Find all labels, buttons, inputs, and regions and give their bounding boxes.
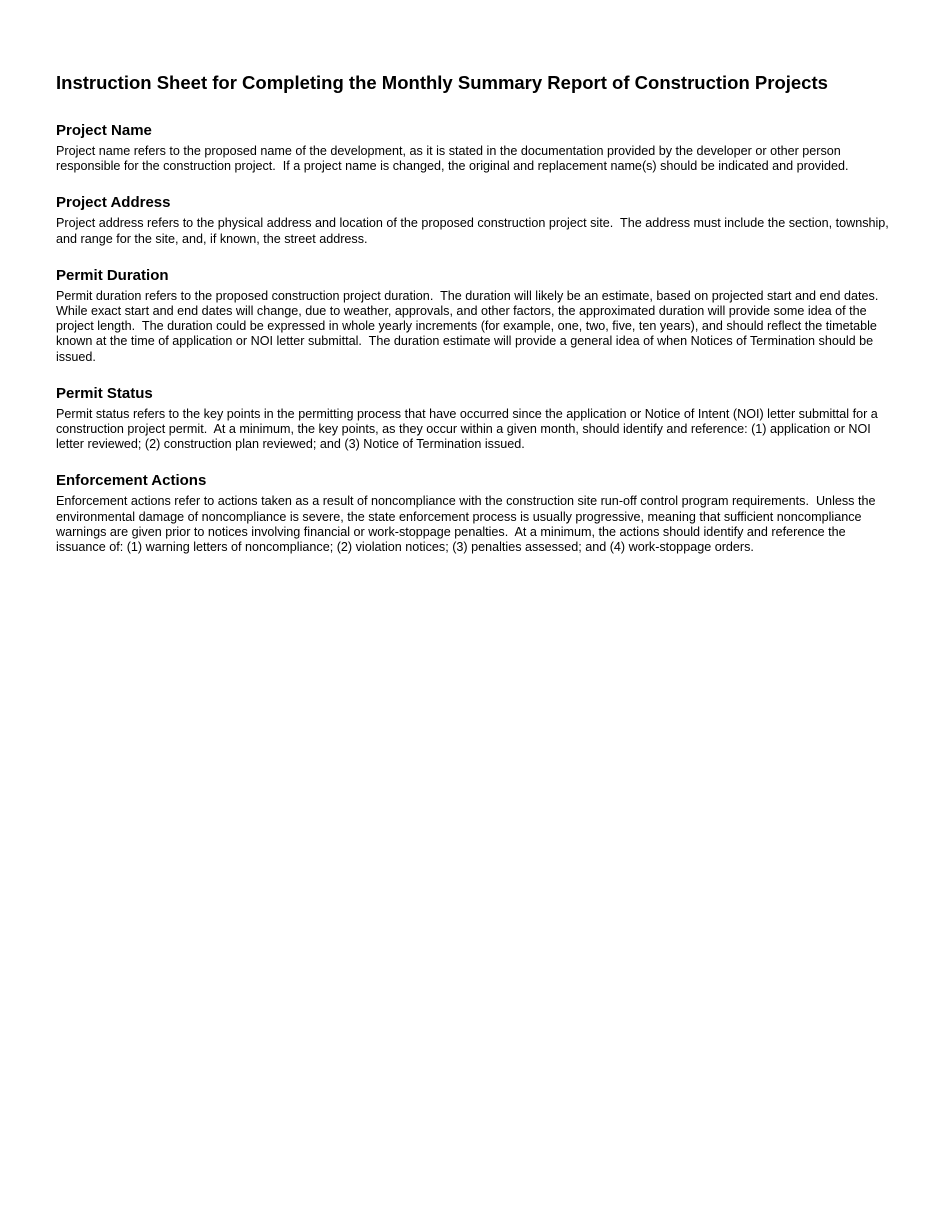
document-title: Instruction Sheet for Completing the Monthly Summary Report of Construction Projects: [56, 72, 828, 93]
section-enforcement-actions: [56, 472, 898, 555]
section-project-address: [56, 194, 898, 246]
section-heading: Project Name: [56, 122, 152, 139]
section-body: Project address refers to the physical address and location of the proposed construction project site. The address must include the section, township, and range for the site, and, if known, the street address.: [56, 216, 893, 246]
section-heading: Enforcement Actions: [56, 472, 207, 490]
section-permit-status: [56, 385, 898, 453]
section-project-name: [56, 122, 898, 174]
section-body: Permit status refers to the key points in the permitting process that have occurred since the application or Notice of Intent (NOI) letter submittal for a construction project permit. At a minimum, the key points, as they occur within a given month, should identify and reference: (1) application or NOI letter reviewed; (2) construction plan reviewed; and (3) Notice of Termination issued.: [56, 406, 882, 452]
section-body: Enforcement actions refer to actions taken as a result of noncompliance with the construction site run-off control program requirements. Unless the environmental damage of noncompliance is severe, the state enforcement process is usually progressive, meaning that sufficient noncompliance warnings are given prior to notices involving financial or work-stoppage penalties. At a minimum, the actions should identify and reference the issuance of: (1) warning letters of noncompliance; (2) violation notices; (3) penalties assessed; and (4) work-stoppage orders.: [56, 494, 879, 555]
section-heading: Permit Duration: [56, 266, 169, 284]
section-heading: Project Address: [56, 194, 171, 212]
section-body: Project name refers to the proposed name of the development, as it is stated in the documentation provided by the developer or other person responsible for the construction project. If a project name is changed, the original and replacement name(s) should be indicated and provided.: [56, 144, 849, 174]
section-body: Permit duration refers to the proposed construction project duration. The duration will likely be an estimate, based on projected start and end dates. While exact start and end dates will change, due to weather, approvals, and other factors, the approximated duration will provide some idea of the project length. The duration could be expressed in whole yearly increments (for example, one, two, five, ten years), and should reflect the timetable known at the time of application or NOI letter submittal. The duration estimate will provide a general idea of when Notices of Termination should be issued.: [56, 288, 886, 364]
section-heading: Permit Status: [56, 384, 153, 402]
section-permit-duration: [56, 267, 898, 365]
